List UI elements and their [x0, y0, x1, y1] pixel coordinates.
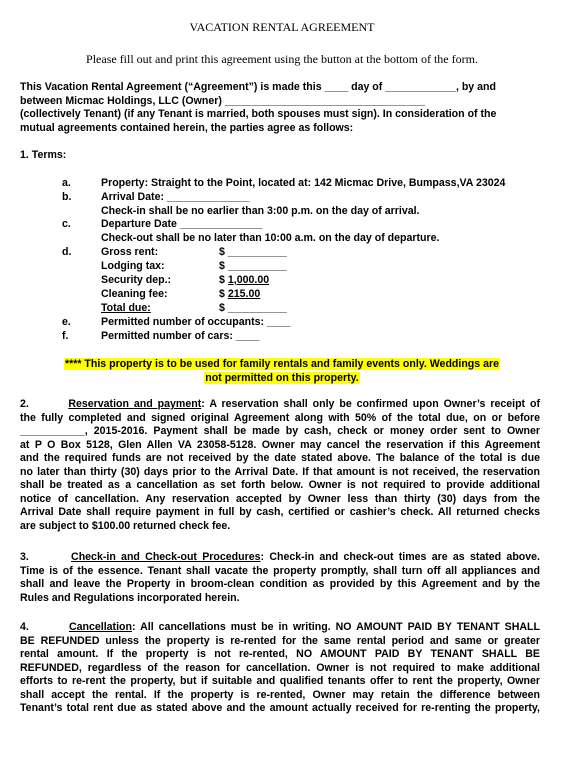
- term-letter-c: c.: [62, 218, 71, 230]
- fee-label-cleaning-fee: Cleaning fee:: [101, 288, 168, 300]
- section-number: 4.: [20, 621, 29, 633]
- fee-value-lodging-tax: $ __________: [219, 260, 287, 272]
- term-letter-e: e.: [62, 316, 71, 328]
- term-letter-d: d.: [62, 246, 72, 258]
- section-check-in-out: [20, 551, 540, 605]
- term-letter-b: b.: [62, 191, 72, 203]
- section-2-row: are subject to $100.00 returned check fee.: [20, 519, 231, 532]
- section-title: Reservation and payment: [68, 398, 202, 410]
- intro-line-3: (collectively Tenant) (if any Tenant is married, both spouses must sign). In consideration of the: [20, 108, 497, 120]
- section-4-row: BE REFUNDED unless the property is re-rented for the same rental period and same or greater: [20, 634, 540, 647]
- section-2-row: no later than thirty (30) days prior to the Arrival Date. If that amount is not received, the reservation: [20, 465, 540, 478]
- intro-line-1: [20, 81, 496, 94]
- section-4-row: 4. Cancellation: All cancellations must be in writing. NO AMOUNT PAID BY TENANT SHALL: [20, 621, 540, 633]
- month-blank: ____________: [385, 81, 456, 93]
- check-in-note: Check-in shall be no earlier than 3:00 p.m. on the day of arrival.: [101, 205, 420, 217]
- cleaning-fee-amount: 215.00: [227, 288, 261, 300]
- cars-field: Permitted number of cars: ____: [101, 330, 260, 342]
- section-number: 2.: [20, 398, 29, 410]
- fee-label-gross-rent: Gross rent:: [101, 246, 159, 258]
- section-title: Check-in and Check-out Procedures: [71, 551, 261, 563]
- section-number: 3.: [20, 551, 29, 563]
- intro-text: day of: [351, 81, 383, 93]
- term-letter-f: f.: [62, 330, 69, 342]
- section-2-row: shall be treated as a cancellation as set forth below. Owner is not required to provide additional: [20, 479, 540, 491]
- family-use-notice: [0, 357, 564, 385]
- section-2-row: Arrival Date shall require payment in full by cash, certified or cashier’s check. All returned checks: [20, 506, 540, 518]
- section-4-row: rental amount. If the property is not re-rented, NO AMOUNT PAID BY TENANT SHALL BE: [20, 648, 540, 660]
- section-2-row: and the required funds are not received by the date stated above. The balance of the total is due: [20, 452, 540, 464]
- fee-value-total-due: $ __________: [219, 302, 287, 314]
- arrival-date-field: Arrival Date: ______________: [101, 191, 250, 203]
- fee-value-gross-rent: $ __________: [219, 246, 287, 258]
- terms-heading: 1. Terms:: [20, 149, 67, 161]
- section-3-row: shall and leave the Property in broom-clean condition as provided by this Agreement and by the: [20, 578, 540, 590]
- section-2-row: ___________, 2015-2016. Payment shall be made by cash, check or money order sent to Owner: [20, 425, 540, 437]
- security-deposit-amount: 1,000.00: [227, 274, 270, 286]
- section-4-row: REFUNDED, regardless of the reason for cancellation. Owner is not required to make additional: [20, 661, 540, 674]
- section-3-row: 3. Check-in and Check-out Procedures: Check-in and check-out times are as stated above.: [20, 551, 540, 563]
- section-2-row: notice of cancellation. Any reservation accepted by Owner less than thirty (30) days from the: [20, 492, 540, 505]
- section-2-row: the fully completed and signed original Agreement along with 50% of the total due, on or before: [20, 411, 540, 424]
- section-4-row: shall accept the rental. If the property is re-rented, Owner may retain the difference between: [20, 688, 540, 701]
- intro-text: between Micmac Holdings, LLC (Owner): [20, 95, 222, 107]
- intro-line-4: mutual agreements contained herein, the parties agree as follows:: [20, 122, 354, 134]
- intro-text: This Vacation Rental Agreement (“Agreement”) is made this: [20, 81, 322, 93]
- section-4-row: efforts to re-rent the property, but if suitable and qualified tenants offer to rent the property, Owner: [20, 675, 540, 687]
- dollar-sign: $: [219, 274, 225, 286]
- fee-value-cleaning-fee: [219, 288, 260, 300]
- section-title: Cancellation: [68, 621, 132, 633]
- term-letter-a: a.: [62, 177, 71, 189]
- dollar-sign: $: [219, 288, 225, 300]
- occupants-field: Permitted number of occupants: ____: [101, 316, 291, 328]
- fee-label-lodging-tax: Lodging tax:: [101, 260, 165, 272]
- section-3-row: Time is of the essence. Tenant shall vacate the property promptly, shall turn off all appliances and: [20, 564, 540, 577]
- tenant-name-blank: __________________________________: [224, 95, 426, 107]
- instructions-text: Please fill out and print this agreement using the button at the bottom of the form.: [86, 52, 478, 66]
- fee-label-total-due: Total due:: [101, 302, 151, 314]
- intro-text: , by and: [455, 81, 496, 93]
- section-cancellation: [20, 621, 540, 716]
- property-text: Property: Straight to the Point, located at: 142 Micmac Drive, Bumpass,VA 23024: [101, 177, 506, 189]
- fee-value-security-deposit: [219, 274, 269, 286]
- notice-line-1: **** This property is to be used for family rentals and family events only. Weddings are: [64, 358, 500, 370]
- notice-line-2: not permitted on this property.: [205, 372, 359, 384]
- section-2-row: at P O Box 5128, Glen Allen VA 23058-5128. Owner may cancel the reservation if this Agreement: [20, 438, 540, 451]
- intro-line-2: [20, 95, 425, 108]
- section-2-row: 2. Reservation and payment: A reservation shall only be confirmed upon Owner’s receipt of: [20, 398, 541, 410]
- document-title: VACATION RENTAL AGREEMENT: [189, 20, 375, 34]
- departure-date-field: Departure Date ______________: [101, 218, 263, 230]
- section-reservation-payment: [20, 398, 540, 533]
- section-4-row: Tenant’s total rent due as stated above and the amount actually received for re-renting the property,: [20, 702, 540, 714]
- check-out-note: Check-out shall be no later than 10:00 a.m. on the day of departure.: [101, 232, 440, 244]
- day-blank: ____: [324, 81, 349, 93]
- section-3-row: Rules and Regulations incorporated herein.: [20, 591, 240, 604]
- fee-label-security-deposit: Security dep.:: [101, 274, 172, 286]
